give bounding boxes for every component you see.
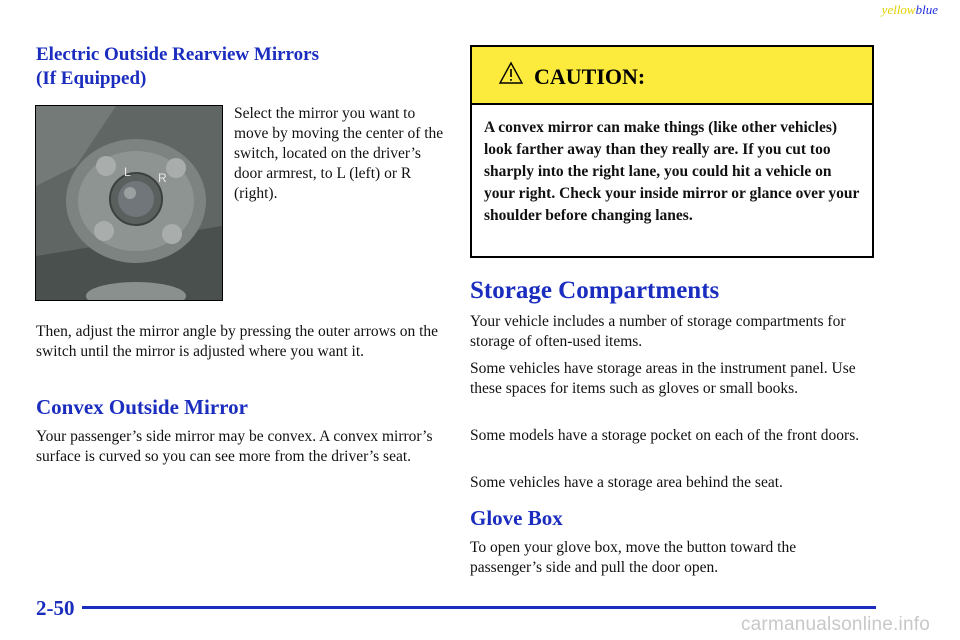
storage-paragraph: Your vehicle includes a number of storage compartments for storage of often-used items.	[470, 313, 846, 350]
title-line-2: (If Equipped)	[36, 68, 147, 89]
storage-paragraph: Some vehicles have storage areas in the instrument panel. Use these spaces for items such as gloves or small books.	[470, 360, 856, 397]
convex-mirror-heading: Convex Outside Mirror	[36, 395, 248, 419]
photo-label-r: R	[158, 171, 167, 185]
storage-paragraph: Some models have a storage pocket on each of the front doors.	[470, 427, 860, 444]
caution-title: CAUTION:	[534, 64, 646, 89]
storage-compartments-heading: Storage Compartments	[470, 277, 720, 304]
select-mirror-text: Select the mirror you want to move by moving the center of the switch, located on the driver’s door armrest, to L (left) or R (right).	[234, 105, 444, 202]
watermark: carmanualsonline.info	[740, 614, 930, 635]
mirror-switch-photo	[35, 105, 223, 301]
title-line-1: Electric Outside Rearview Mirrors	[36, 44, 319, 65]
glove-box-text: To open your glove box, move the button toward the passenger’s side and pull the door open.	[470, 539, 797, 576]
tag-blue: blue	[915, 2, 938, 17]
glove-box-heading: Glove Box	[470, 506, 563, 530]
tag-yellow: yellow	[881, 2, 916, 17]
adjust-angle-text: Then, adjust the mirror angle by pressing the outer arrows on the switch until the mirror is adjusted where you want it.	[36, 323, 439, 360]
warning-triangle-icon	[498, 61, 524, 85]
section-title-electric-mirrors	[36, 43, 436, 91]
caution-header	[472, 47, 872, 105]
caution-text: A convex mirror can make things (like other vehicles) look farther away than they really are. If you cut too sharply into the right lane, you could hit a vehicle on your right. Check your inside mirror or glance over your shoulder before changing lanes.	[484, 119, 860, 224]
caution-box	[470, 45, 874, 258]
storage-paragraph: Some vehicles have a storage area behind the seat.	[470, 474, 783, 491]
footer-rule	[82, 606, 876, 609]
photo-label-l: L	[124, 165, 131, 179]
convex-mirror-text: Your passenger’s side mirror may be convex. A convex mirror’s surface is curved so you can see more from the driver’s seat.	[36, 428, 433, 465]
page-number: 2-50	[36, 596, 75, 620]
color-registration-tag	[882, 2, 938, 18]
mirror-switch-illustration	[36, 106, 222, 300]
